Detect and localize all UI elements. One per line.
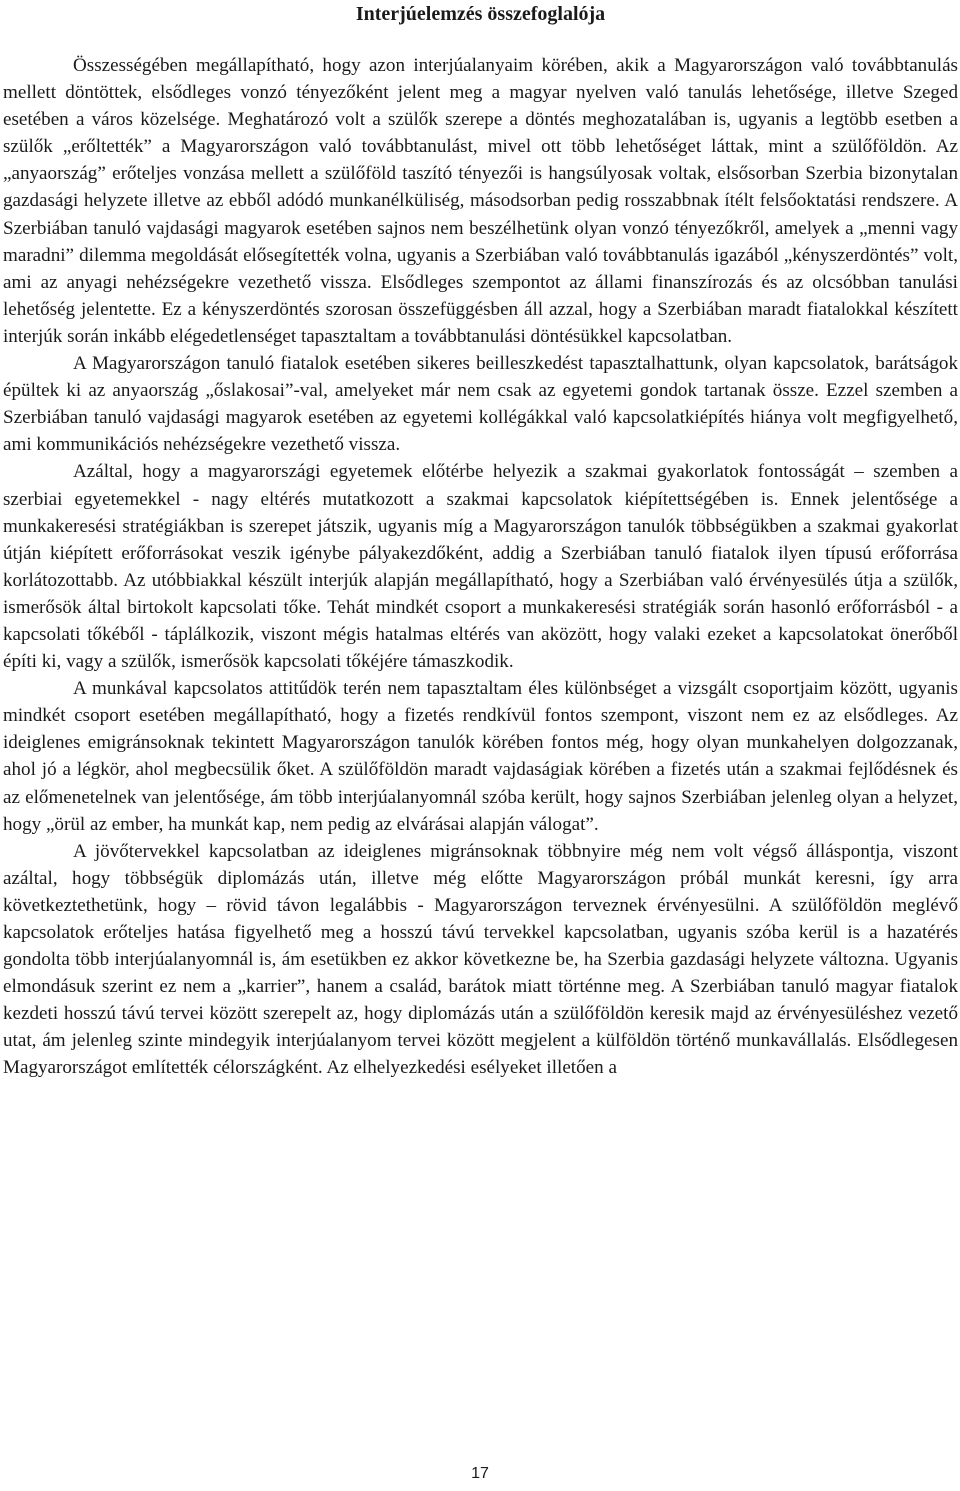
paragraph-3: Azáltal, hogy a magyarországi egyetemek előtérbe helyezik a szakmai gyakorlatok fontosságát – szemben a szerbiai egyetemekkel - nagy eltérés mutatkozott a szakmai kapcsolatok kiépítettségében is. Ennek jelentősége a munkakeresési stratégiákban is szerepet játszik, ugyanis míg a Magyarországon tanulók többségükben a szakmai gyakorlat útján kiépített erőforrásokat veszik igénybe pályakezdőként, addig a Szerbiában tanuló fiatalok ilyen típusú erőforrása korlátozottabb. Az utóbbiakkal készült interjúk alapján megállapítható, hogy a Szerbiában való érvényesülés útja a szülők, ismerősök által birtokolt kapcsolati tőke. Tehát mindkét csoport a munkakeresési stratégiák során hasonló erőforrásból - a kapcsolati tőkéből - táplálkozik, viszont mégis hatalmas eltérés van aközött, hogy valaki ezeket a kapcsolatokat önerőből építi ki, vagy a szülők, ismerősök kapcsolati tőkéjére támaszkodik. — [3, 461, 958, 673]
paragraph-2: A Magyarországon tanuló fiatalok esetében sikeres beilleszkedést tapasztalhattunk, olyan kapcsolatok, barátságok épültek ki az anyaország „őslakosai”-val, amelyeket már nem csak az egyetemi gondok tartanak össze. Ezzel szemben a Szerbiában tanuló vajdasági magyarok esetében az egyetemi kollégákkal való kapcsolatkiépítés hiánya volt megfigyelhető, ami kommunikációs nehézségekre vezethető vissza. — [3, 353, 958, 456]
paragraph-5: A jövőtervekkel kapcsolatban az ideiglenes migránsoknak többnyire még nem volt végső álláspontja, viszont azáltal, hogy többségük diplomázás után, illetve még előtte Magyarországon próbál munkát keresni, így arra következtethetünk, hogy – rövid távon legalábbis - Magyarországon terveznek érvényesülni. A szülőföldön meglévő kapcsolatok erőteljes hatása figyelhető meg a hosszú távú tervekkel kapcsolatban, ugyanis szóba kerül is a hazatérés gondolta több interjúalanyomnál is, ám esetükben ez akkor következne be, ha Szerbia gazdasági helyzete változna. Ugyanis elmondásuk szerint ez nem a „karrier”, hanem a család, barátok miatt történne meg. A Szerbiában tanuló magyar fiatalok kezdeti hosszú távú tervei között szerepelt az, hogy diplomázás után a szülőföldön keresik majd az érvényesüléshez vezető utat, ám jelenleg szinte mindegyik interjúalanyom tervei között megjelent a külföldön történő munkavállalás. Elsődlegesen Magyarországot említették célországként. Az elhelyezkedési esélyeket illetően a — [3, 840, 958, 1079]
document-body — [3, 52, 958, 1082]
paragraph-4: A munkával kapcsolatos attitűdök terén nem tapasztaltam éles különbséget a vizsgált csoportjaim között, ugyanis mindkét csoport esetében megállapítható, hogy a fizetés rendkívül fontos szempont, viszont nem ez az elsődleges. Az ideiglenes emigránsoknak tekintett Magyarországon tanulók körében fontos még, hogy olyan munkahelyen dolgozzanak, ahol jó a légkör, ahol megbecsülik őket. A szülőföldön maradt vajdaságiak körében a fizetés után a szakmai fejlődésnek és az előmenetelnek van jelentősége, ám több interjúalanyomnál szóba került, hogy sajnos Szerbiában jelenleg olyan a helyzet, hogy „örül az ember, ha munkát kap, nem pedig az elvárásai alapján válogat”. — [3, 678, 958, 835]
page-number: 17 — [471, 1465, 489, 1482]
paragraph-1: Összességében megállapítható, hogy azon interjúalanyaim körében, akik a Magyarországon való továbbtanulás mellett döntöttek, elsődleges vonzó tényezőként jelent meg a magyar nyelven való tanulás lehetősége, illetve Szeged esetében a város közelsége. Meghatározó volt a szülők szerepe a döntés meghozatalában is, ugyanis a legtöbb esetben a szülők „erőltették” a Magyarországon való továbbtanulást, mivel ott több lehetőséget láttak, mint a szülőföldön. Az „anyaország” erőteljes vonzása mellett a szülőföld taszító tényezői is hangsúlyosak voltak, elsősorban Szerbia bizonytalan gazdasági helyzete illetve az ebből adódó munkanélküliség, másodsorban pedig rosszabbnak ítélt felsőoktatási rendszere. A Szerbiában tanuló vajdasági magyarok esetében sajnos nem beszélhetünk olyan vonzó tényezőkről, amelyek a „menni vagy maradni” dilemma megoldását elősegítették volna, ugyanis a Szerbiában való továbbtanulás igazából „kényszerdöntés” volt, ami az anyagi nehézségekre vezethető vissza. Elsődleges szempontot az állami finanszírozás és az olcsóbban tanulási lehetőség jelentette. Ez a kényszerdöntés szorosan összefüggésben áll azzal, hogy a Szerbiában maradt fiatalokkal készített interjúk során inkább elégedetlenséget tapasztaltam a továbbtanulási döntésükkel kapcsolatban. — [3, 55, 958, 347]
page-title: Interjúelemzés összefoglalója — [355, 3, 606, 25]
